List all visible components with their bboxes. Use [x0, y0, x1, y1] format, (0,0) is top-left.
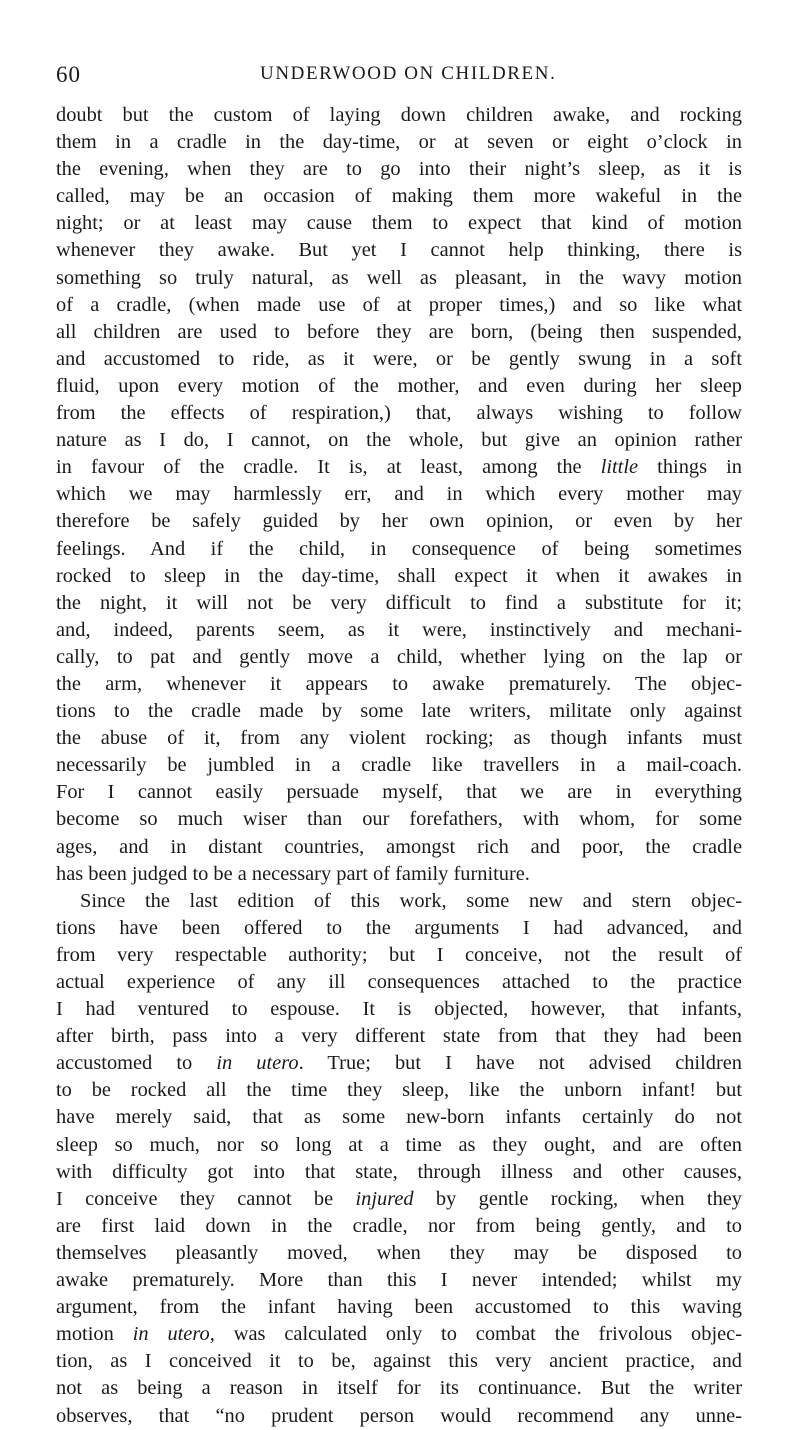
italic-text: in utero	[132, 1323, 210, 1346]
text-line: whenever they awake. But yet I cannot help thinking, there is	[56, 239, 742, 262]
text-line: them in a cradle in the day-time, or at seven or eight o’clock in	[56, 131, 742, 154]
text-line: themselves pleasantly moved, when they may be disposed to	[56, 1241, 742, 1264]
text-line	[56, 1321, 742, 1348]
text-line: and accustomed to ride, as it were, or be gently swung in a soft	[56, 347, 742, 370]
text-line: something so truly natural, as well as pleasant, in the wavy motion	[56, 266, 742, 289]
text-line: has been judged to be a necessary part of family furniture.	[56, 862, 530, 885]
text-line: to be rocked all the time they sleep, like the unborn infant! but	[56, 1079, 742, 1102]
text-line	[56, 1186, 742, 1213]
text-line: from very respectable authority; but I conceive, not the result of	[56, 943, 742, 966]
body-text	[56, 102, 742, 1430]
text-line: after birth, pass into a very different state from that they had been	[56, 1025, 742, 1048]
text-line: therefore be safely guided by her own opinion, or even by her	[56, 510, 742, 533]
text-line: called, may be an occasion of making them more wakeful in the	[56, 185, 742, 208]
page-number: 60	[56, 62, 81, 87]
text-line: necessarily be jumbled in a cradle like travellers in a mail-coach.	[56, 754, 742, 777]
text-line: the night, it will not be very difficult to find a substitute for it;	[56, 591, 742, 614]
text-line: not as being a reason in itself for its continuance. But the writer	[56, 1377, 742, 1400]
text-line: tions have been offered to the arguments I had advanced, and	[56, 916, 742, 939]
text-run: I conceive they cannot be	[56, 1187, 356, 1210]
text-line: the evening, when they are to go into their night’s sleep, as it is	[56, 158, 742, 181]
text-line: tion, as I conceived it to be, against this very ancient practice, and	[56, 1350, 742, 1373]
text-line: argument, from the infant having been accustomed to this waving	[56, 1296, 742, 1319]
text-line: cally, to pat and gently move a child, whether lying on the lap or	[56, 645, 742, 668]
text-line: I had ventured to espouse. It is objected, however, that infants,	[56, 998, 742, 1021]
italic-text: in utero	[216, 1052, 299, 1075]
text-line: have merely said, that as some new-born infants certainly do not	[56, 1106, 742, 1129]
text-run: , was calculated only to combat the frivolous objec-	[209, 1323, 743, 1346]
text-run: accustomed to	[56, 1052, 217, 1075]
text-line: doubt but the custom of laying down children awake, and rocking	[56, 104, 742, 126]
text-line: nature as I do, I cannot, on the whole, but give an opinion rather	[56, 429, 742, 452]
text-line	[56, 1050, 742, 1077]
book-page	[56, 62, 743, 1427]
text-line: fluid, upon every motion of the mother, and even during her sleep	[56, 374, 742, 397]
text-line: which we may harmlessly err, and in which every mother may	[56, 483, 742, 506]
text-line: observes, that “no prudent person would recommend any unne-	[56, 1404, 742, 1427]
text-line: all children are used to before they are born, (being then suspended,	[56, 320, 742, 343]
text-line: Since the last edition of this work, some new and stern objec-	[80, 889, 742, 912]
text-line: are first laid down in the cradle, nor from being gently, and to	[56, 1214, 742, 1237]
text-line: For I cannot easily persuade myself, that we are in everything	[56, 781, 742, 804]
text-run: motion	[56, 1323, 133, 1346]
text-line: and, indeed, parents seem, as it were, instinctively and mechani-	[56, 618, 742, 641]
text-line: feelings. And if the child, in consequence of being sometimes	[56, 537, 742, 560]
text-line: of a cradle, (when made use of at proper times,) and so like what	[56, 293, 742, 316]
running-head	[56, 62, 742, 102]
text-line: the abuse of it, from any violent rocking; as though infants must	[56, 727, 742, 750]
text-line: actual experience of any ill consequences attached to the practice	[56, 971, 742, 993]
text-run: by gentle rocking, when they	[413, 1187, 743, 1210]
italic-text: little	[600, 456, 639, 479]
text-line: with difficulty got into that state, through illness and other causes,	[56, 1160, 742, 1183]
text-line: awake prematurely. More than this I never intended; whilst my	[56, 1269, 742, 1292]
text-line: ages, and in distant countries, amongst rich and poor, the cradle	[56, 835, 742, 858]
text-line: rocked to sleep in the day-time, shall expect it when it awakes in	[56, 564, 742, 587]
text-line: sleep so much, nor so long at a time as they ought, and are often	[56, 1133, 742, 1156]
italic-text: injured	[355, 1187, 414, 1210]
text-line	[56, 454, 742, 481]
text-run: . True; but I have not advised children	[298, 1052, 742, 1075]
text-run: things in	[638, 456, 742, 479]
text-line: tions to the cradle made by some late writers, militate only against	[56, 700, 742, 723]
text-line: night; or at least may cause them to expect that kind of motion	[56, 212, 742, 235]
running-title: UNDERWOOD ON CHILDREN.	[260, 63, 557, 84]
text-line: from the effects of respiration,) that, always wishing to follow	[56, 402, 742, 425]
text-run: in favour of the cradle. It is, at least, among the	[56, 456, 601, 479]
text-line: become so much wiser than our forefathers, with whom, for some	[56, 808, 742, 831]
text-line: the arm, whenever it appears to awake prematurely. The objec-	[56, 672, 742, 695]
